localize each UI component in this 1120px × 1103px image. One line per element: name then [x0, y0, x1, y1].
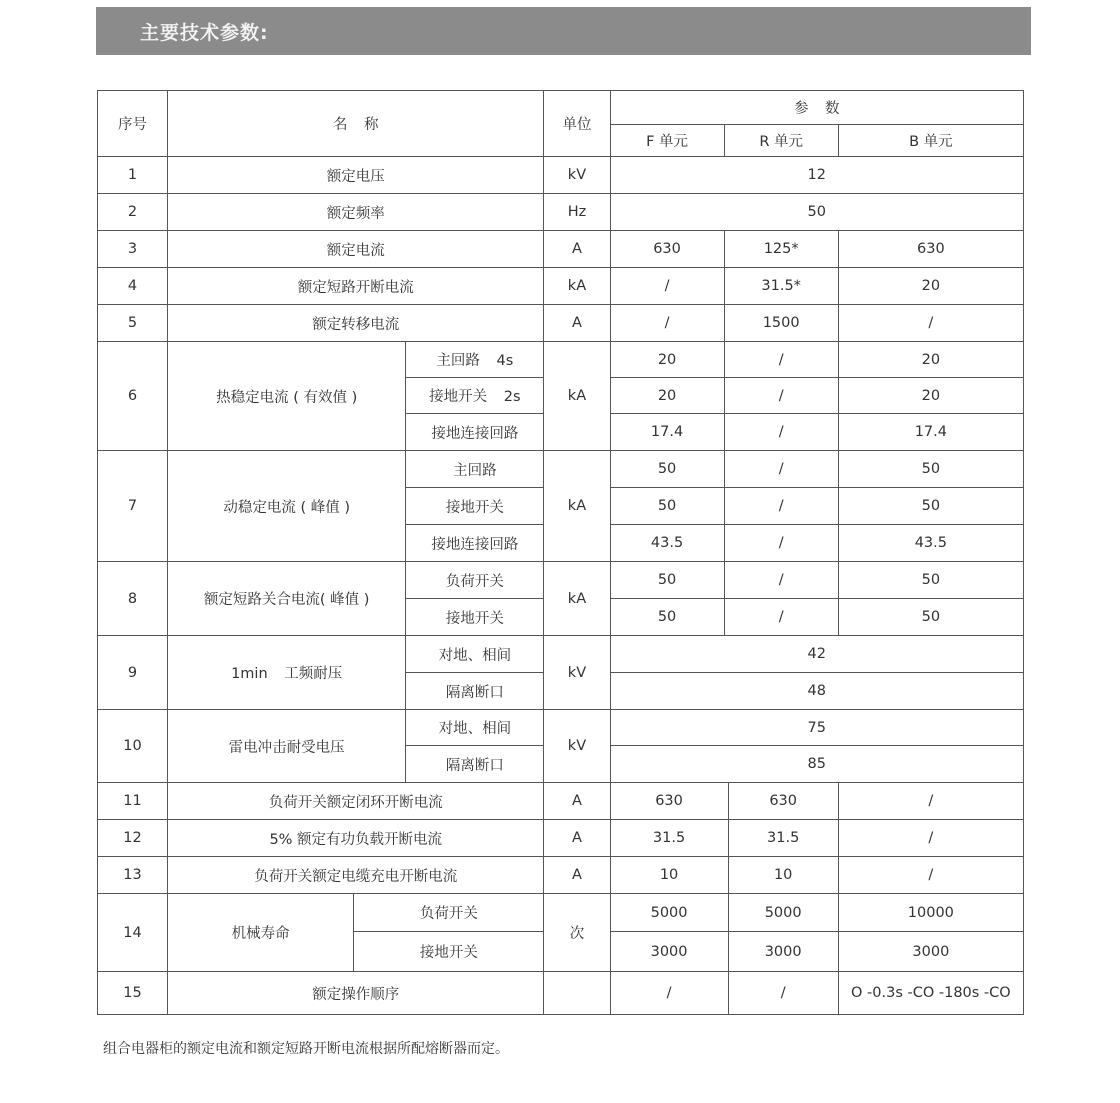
row-name: 热稳定电流 ( 有效值 )	[168, 342, 406, 451]
row-b-value: 20	[838, 268, 1023, 305]
row-name: 额定电流	[168, 231, 544, 268]
table-row	[98, 194, 1024, 231]
row-name: 额定操作顺序	[168, 972, 544, 1015]
row-no: 8	[98, 562, 168, 636]
section-header-bar	[96, 7, 1031, 55]
row-sub-label: 接地开关 2s	[406, 378, 544, 414]
table-row	[98, 268, 1024, 305]
row-r-value: 10	[728, 857, 838, 894]
row-no: 4	[98, 268, 168, 305]
row-sub-label: 负荷开关	[406, 562, 544, 599]
row-r-value: /	[724, 414, 838, 451]
table-row	[98, 451, 1024, 488]
row-b-value: O -0.3s -CO -180s -CO	[838, 972, 1023, 1015]
table-row	[98, 857, 1024, 894]
row-sub-label: 主回路 4s	[406, 342, 544, 378]
row-value: 75	[610, 710, 1024, 746]
row-r-value: 1500	[724, 305, 838, 342]
row-b-value: /	[838, 305, 1023, 342]
row-r-value: /	[724, 488, 838, 525]
row-b-value: 10000	[838, 894, 1023, 932]
row-no: 7	[98, 451, 168, 562]
row-b-value: 50	[838, 488, 1023, 525]
footnote: 组合电器柜的额定电流和额定短路开断电流根据所配熔断器而定。	[103, 1041, 509, 1057]
row-f-value: /	[610, 972, 728, 1015]
row-no: 14	[98, 894, 168, 972]
row-unit: A	[544, 305, 610, 342]
row-value: 42	[610, 636, 1024, 673]
row-unit	[544, 972, 610, 1015]
table-row	[98, 562, 1024, 599]
row-f-value: 630	[610, 231, 724, 268]
row-r-value: 31.5	[728, 820, 838, 857]
row-sub-label: 负荷开关	[354, 894, 544, 932]
row-b-value: 17.4	[838, 414, 1023, 451]
row-unit: kA	[544, 342, 610, 451]
row-f-value: 10	[610, 857, 728, 894]
row-b-value: 3000	[838, 932, 1023, 972]
header-seq: 序号	[98, 91, 168, 157]
row-unit: kA	[544, 268, 610, 305]
row-unit: A	[544, 820, 610, 857]
row-sub-label: 接地连接回路	[406, 525, 544, 562]
row-no: 9	[98, 636, 168, 710]
row-f-value: 50	[610, 599, 724, 636]
row-name: 负荷开关额定闭环开断电流	[168, 783, 544, 820]
row-name: 机械寿命	[168, 894, 354, 972]
row-name: 额定短路开断电流	[168, 268, 544, 305]
row-b-value: 43.5	[838, 525, 1023, 562]
row-r-value: /	[724, 378, 838, 414]
row-b-value: 20	[838, 342, 1023, 378]
row-value: 85	[610, 746, 1024, 783]
row-r-value: /	[724, 562, 838, 599]
row-name: 额定频率	[168, 194, 544, 231]
row-unit: A	[544, 857, 610, 894]
row-f-value: 20	[610, 378, 724, 414]
row-value: 12	[610, 157, 1024, 194]
row-no: 10	[98, 710, 168, 783]
row-no: 15	[98, 972, 168, 1015]
table-row	[98, 894, 1024, 932]
row-unit: 次	[544, 894, 610, 972]
table-header-row	[98, 91, 1024, 125]
row-f-value: 50	[610, 562, 724, 599]
row-f-value: 630	[610, 783, 728, 820]
row-r-value: /	[724, 451, 838, 488]
row-f-value: 50	[610, 451, 724, 488]
section-title: 主要技术参数:	[140, 22, 269, 44]
row-value: 50	[610, 194, 1024, 231]
row-f-value: /	[610, 305, 724, 342]
table-row	[98, 305, 1024, 342]
row-f-value: /	[610, 268, 724, 305]
table-row	[98, 972, 1024, 1015]
row-unit: kA	[544, 562, 610, 636]
row-unit: kV	[544, 157, 610, 194]
table-row	[98, 342, 1024, 378]
row-name: 额定电压	[168, 157, 544, 194]
row-f-value: 31.5	[610, 820, 728, 857]
row-b-value: 50	[838, 599, 1023, 636]
row-sub-label: 接地开关	[406, 599, 544, 636]
row-sub-label: 隔离断口	[406, 746, 544, 783]
row-unit: A	[544, 783, 610, 820]
row-b-value: /	[838, 783, 1023, 820]
row-sub-label: 对地、相间	[406, 710, 544, 746]
header-params: 参 数	[610, 91, 1024, 125]
row-b-value: 50	[838, 562, 1023, 599]
row-no: 5	[98, 305, 168, 342]
header-name: 名 称	[168, 91, 544, 157]
row-no: 1	[98, 157, 168, 194]
row-no: 6	[98, 342, 168, 451]
row-r-value: 125*	[724, 231, 838, 268]
row-b-value: 50	[838, 451, 1023, 488]
row-no: 3	[98, 231, 168, 268]
row-name: 雷电冲击耐受电压	[168, 710, 406, 783]
row-unit: Hz	[544, 194, 610, 231]
row-unit: kV	[544, 710, 610, 783]
row-unit: kV	[544, 636, 610, 710]
row-r-value: 31.5*	[724, 268, 838, 305]
table-row	[98, 157, 1024, 194]
row-b-value: 630	[838, 231, 1023, 268]
row-r-value: /	[728, 972, 838, 1015]
table-row	[98, 820, 1024, 857]
technical-parameters-table	[97, 90, 1024, 1015]
row-f-value: 17.4	[610, 414, 724, 451]
row-name: 负荷开关额定电缆充电开断电流	[168, 857, 544, 894]
row-f-value: 50	[610, 488, 724, 525]
row-f-value: 43.5	[610, 525, 724, 562]
row-name: 动稳定电流 ( 峰值 )	[168, 451, 406, 562]
row-f-value: 5000	[610, 894, 728, 932]
row-value: 48	[610, 673, 1024, 710]
row-no: 12	[98, 820, 168, 857]
table-row	[98, 710, 1024, 746]
row-sub-label: 主回路	[406, 451, 544, 488]
header-unit: 单位	[544, 91, 610, 157]
row-sub-label: 对地、相间	[406, 636, 544, 673]
row-b-value: 20	[838, 378, 1023, 414]
row-r-value: 5000	[728, 894, 838, 932]
row-name: 5% 额定有功负载开断电流	[168, 820, 544, 857]
row-name: 额定短路关合电流( 峰值 )	[168, 562, 406, 636]
header-f-unit: F 单元	[610, 125, 724, 157]
row-no: 2	[98, 194, 168, 231]
row-unit: A	[544, 231, 610, 268]
row-unit: kA	[544, 451, 610, 562]
table-row	[98, 231, 1024, 268]
row-sub-label: 接地连接回路	[406, 414, 544, 451]
header-r-unit: R 单元	[724, 125, 838, 157]
row-no: 11	[98, 783, 168, 820]
row-r-value: 3000	[728, 932, 838, 972]
row-r-value: /	[724, 342, 838, 378]
row-name: 额定转移电流	[168, 305, 544, 342]
row-no: 13	[98, 857, 168, 894]
header-b-unit: B 单元	[838, 125, 1023, 157]
row-name: 1min 工频耐压	[168, 636, 406, 710]
row-r-value: 630	[728, 783, 838, 820]
row-b-value: /	[838, 857, 1023, 894]
row-r-value: /	[724, 599, 838, 636]
row-f-value: 20	[610, 342, 724, 378]
row-b-value: /	[838, 820, 1023, 857]
row-r-value: /	[724, 525, 838, 562]
row-f-value: 3000	[610, 932, 728, 972]
row-sub-label: 接地开关	[354, 932, 544, 972]
table-row	[98, 783, 1024, 820]
row-sub-label: 隔离断口	[406, 673, 544, 710]
row-sub-label: 接地开关	[406, 488, 544, 525]
table-row	[98, 636, 1024, 673]
